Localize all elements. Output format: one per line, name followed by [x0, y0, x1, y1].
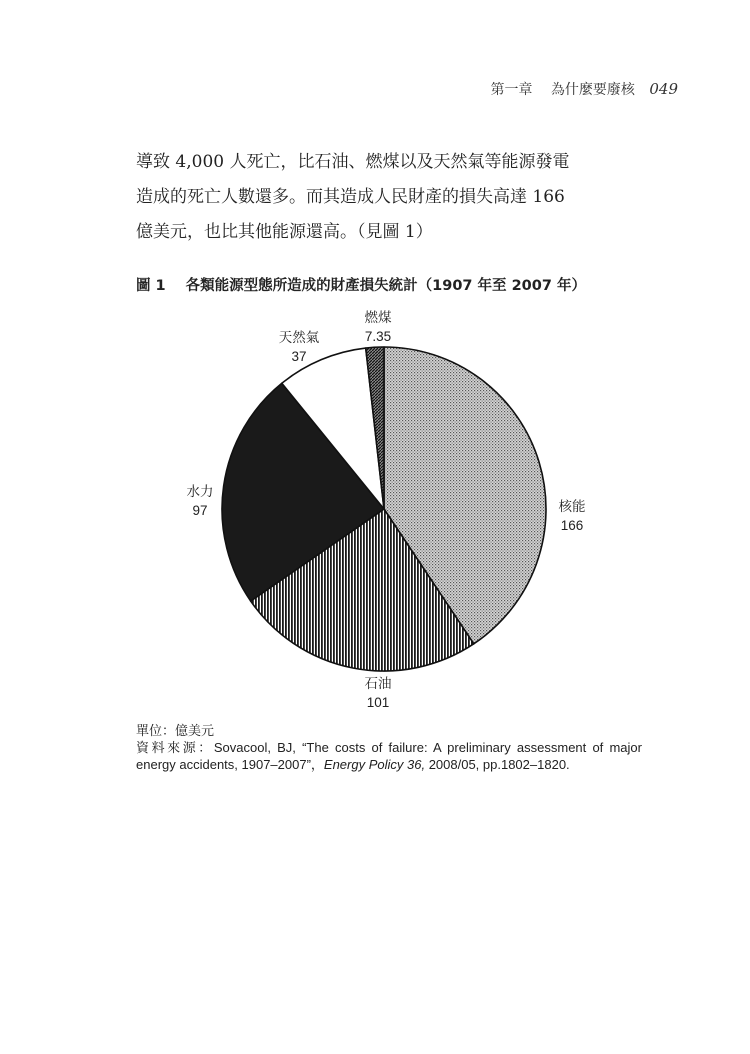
slice-category-label: 燃煤 [364, 310, 392, 326]
source-label: 資料來源 [136, 740, 199, 755]
body-line: 導致 4,000 人死亡，比石油、燃煤以及天然氣等能源發電 [136, 152, 570, 172]
figure-number: 圖 1 [136, 278, 166, 294]
slice-category-label: 石油 [364, 676, 392, 692]
body-line: 億美元，也比其他能源還高。（見圖 1） [136, 222, 433, 242]
chapter-number: 第一章 [490, 82, 533, 98]
source-note [136, 739, 642, 773]
slice-value-label: 7.35 [364, 329, 392, 344]
slice-category-label: 核能 [558, 499, 586, 515]
slice-value-label: 166 [560, 518, 584, 533]
source-journal: Energy Policy 36, [323, 757, 426, 772]
unit-note: 單位：億美元 [136, 723, 215, 738]
slice-value-label: 97 [192, 503, 208, 518]
source-tail: 2008/05, pp.1802–1820. [425, 757, 570, 772]
slice-category-label: 水力 [186, 484, 214, 500]
slice-value-label: 37 [291, 349, 307, 364]
slice-category-label: 天然氣 [278, 330, 320, 346]
page-number: 049 [649, 80, 678, 98]
body-line: 造成的死亡人數還多。而其造成人民財產的損失高達 166 [136, 187, 565, 207]
chapter-title: 為什麼要廢核 [550, 82, 635, 98]
source-text: ：Sovacool, BJ, “The costs of failure: A preliminary assessment of major energy accidents, 1907–2007”， [136, 740, 642, 772]
slice-value-label: 101 [366, 695, 390, 710]
figure-title: 各類能源型態所造成的財產損失統計（1907 年至 2007 年） [185, 278, 586, 294]
figure-notes [136, 722, 642, 773]
